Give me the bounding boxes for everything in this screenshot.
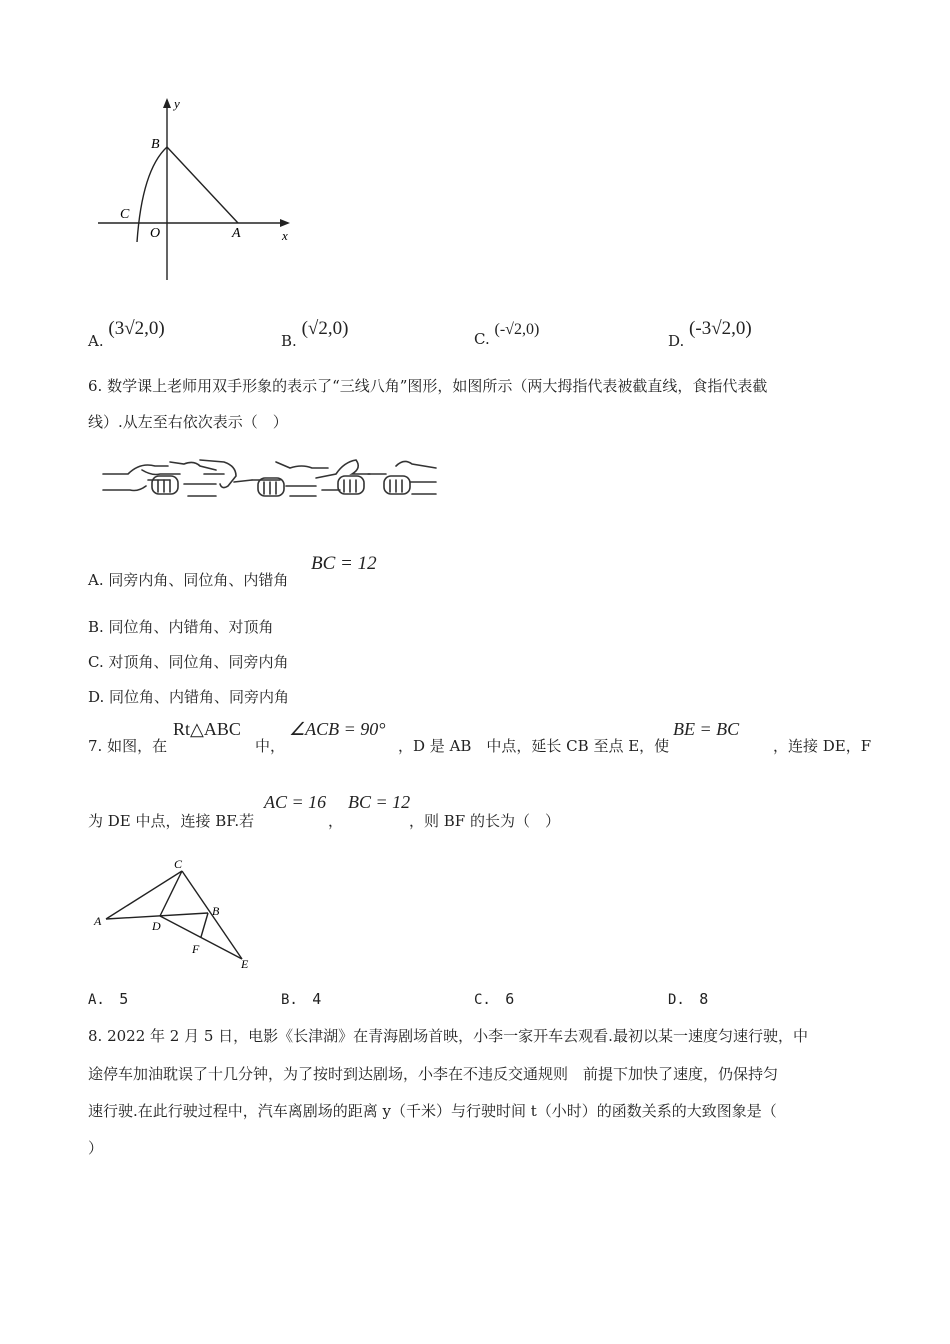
hand-pair-2 bbox=[200, 460, 328, 496]
option-letter: A. bbox=[88, 992, 105, 1008]
option-value: 5 bbox=[119, 990, 129, 1008]
q7-option-d[interactable] bbox=[668, 990, 708, 1008]
q8-stem-line3: 速行驶.在此行驶过程中，汽车离剧场的距离 y（千米）与行驶时间 t（小时）的函数关系的大致图象是（ bbox=[88, 1102, 777, 1120]
q7-angle: ∠ACB = 90° bbox=[289, 719, 386, 739]
option-letter: C. bbox=[474, 330, 490, 348]
q7-option-c[interactable] bbox=[474, 990, 514, 1008]
label-C: C bbox=[174, 857, 183, 871]
q6-option-a[interactable]: A. 同旁内角、同位角、内错角 bbox=[88, 571, 289, 589]
q7-text-3: ，D 是 AB 中点，延长 CB 至点 E，使 bbox=[398, 737, 670, 755]
option-letter: D. bbox=[668, 992, 685, 1008]
q6-option-c[interactable]: C. 对顶角、同位角、同旁内角 bbox=[88, 653, 289, 671]
label-A: A bbox=[94, 914, 102, 928]
q7-triangle-figure bbox=[90, 855, 260, 975]
segment-BA bbox=[167, 147, 238, 223]
q7-text-2: 中， bbox=[255, 737, 286, 755]
q7-bc: BC = 12 bbox=[348, 792, 411, 812]
segment-BF bbox=[201, 913, 208, 937]
q5-coordinate-figure bbox=[90, 90, 300, 285]
hand-pair-1 bbox=[103, 462, 216, 496]
option-value: (√2,0) bbox=[301, 318, 349, 339]
q6-stem-line1: 6. 数学课上老师用双手形象的表示了“三线八角”图形，如图所示（两大拇指代表被截直线，食指代表截 bbox=[88, 377, 768, 395]
q8-stem-line1: 8. 2022 年 2 月 5 日，电影《长津湖》在青海剧场首映，小李一家开车去观看.最初以某一速度匀速行驶，中 bbox=[88, 1027, 808, 1045]
q7-text-5: 为 DE 中点，连接 BF.若 bbox=[88, 812, 255, 830]
q5-option-d[interactable] bbox=[668, 318, 752, 350]
option-value: (-√2,0) bbox=[494, 321, 540, 338]
option-letter: D. bbox=[668, 332, 685, 350]
q7-rt-triangle: Rt△ABC bbox=[173, 719, 241, 739]
option-value: (-3√2,0) bbox=[689, 318, 752, 339]
label-C: C bbox=[120, 207, 130, 222]
q6-stem-line2: 线）.从左至右依次表示（ ） bbox=[88, 413, 288, 431]
q6-option-b[interactable]: B. 同位角、内错角、对顶角 bbox=[88, 618, 274, 636]
segment-DE bbox=[160, 916, 242, 959]
q6-hands-figure bbox=[100, 452, 440, 504]
option-value: (3√2,0) bbox=[108, 318, 165, 339]
label-O: O bbox=[150, 226, 161, 241]
hand-pair-3 bbox=[316, 460, 436, 494]
q7-stem-line1 bbox=[88, 719, 872, 757]
q7-ac: AC = 16 bbox=[264, 792, 327, 812]
q7-comma: ， bbox=[328, 812, 344, 830]
x-axis-arrow bbox=[280, 219, 290, 227]
q8-stem-line2: 途停车加油耽误了十几分钟，为了按时到达剧场，小李在不违反交通规则 前提下加快了速度，仍保持匀 bbox=[88, 1065, 779, 1083]
label-x: x bbox=[282, 228, 288, 243]
q7-stem-line2 bbox=[88, 792, 868, 832]
y-axis-arrow bbox=[163, 98, 171, 108]
option-letter: B. bbox=[281, 992, 298, 1008]
label-F: F bbox=[192, 942, 200, 956]
label-B: B bbox=[212, 904, 220, 918]
q7-option-b[interactable] bbox=[281, 990, 321, 1008]
q7-be-bc: BE = BC bbox=[673, 719, 740, 739]
label-D: D bbox=[152, 919, 161, 933]
q5-option-a[interactable] bbox=[88, 318, 165, 350]
q5-option-c[interactable] bbox=[474, 320, 540, 348]
label-y: y bbox=[174, 96, 180, 111]
option-value: 4 bbox=[312, 990, 322, 1008]
q7-text-4: ，连接 DE，F bbox=[773, 737, 872, 755]
label-B: B bbox=[151, 137, 160, 152]
q6-option-d[interactable]: D. 同位角、内错角、同旁内角 bbox=[88, 688, 290, 706]
option-letter: C. bbox=[474, 992, 491, 1008]
q7-option-a[interactable] bbox=[88, 990, 128, 1008]
option-letter: B. bbox=[281, 332, 297, 350]
label-E: E bbox=[241, 957, 249, 971]
q8-stem-line4: ） bbox=[88, 1139, 104, 1157]
label-A: A bbox=[232, 226, 241, 241]
option-letter: A. bbox=[88, 332, 104, 350]
q5-option-b[interactable] bbox=[281, 318, 349, 350]
option-value: 8 bbox=[699, 990, 709, 1008]
q7-text-1: 7. 如图，在 bbox=[88, 737, 168, 755]
q6-stray-formula: BC = 12 bbox=[311, 553, 377, 574]
q7-text-6: ，则 BF 的长为（ ） bbox=[409, 812, 560, 830]
option-value: 6 bbox=[505, 990, 515, 1008]
